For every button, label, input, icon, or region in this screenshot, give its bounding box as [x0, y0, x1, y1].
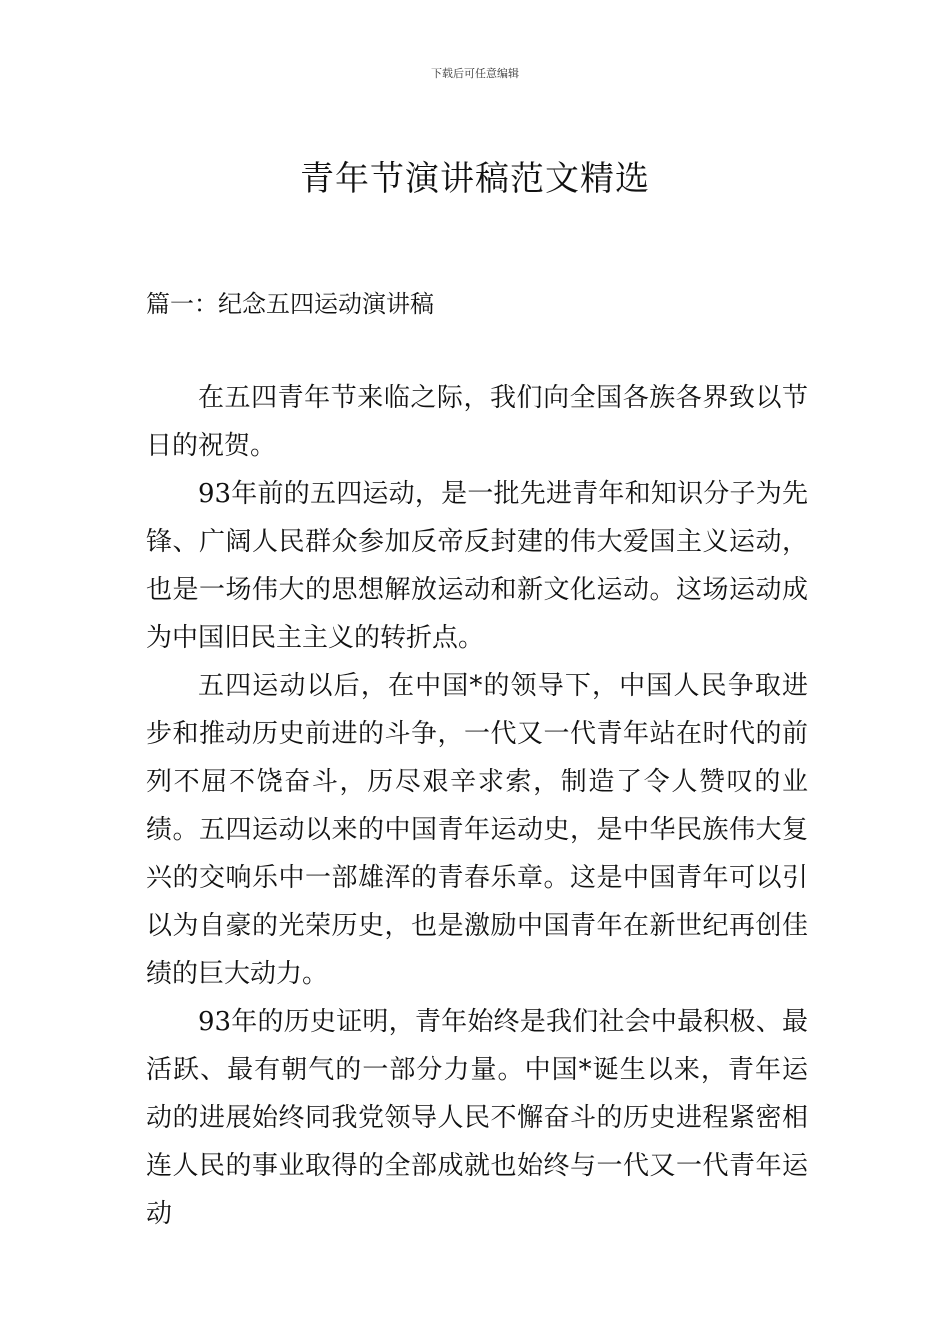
paragraph: 在五四青年节来临之际，我们向全国各族各界致以节日的祝贺。 [146, 383, 808, 461]
paragraph: 93年前的五四运动，是一批先进青年和知识分子为先锋、广阔人民群众参加反帝反封建的伟大爱国主义运动，也是一场伟大的思想解放运动和新文化运动。这场运动成为中国旧民主主义的转折点。 [146, 479, 808, 653]
paragraph: 五四运动以后，在中国*的领导下，中国人民争取进步和推动历史前进的斗争，一代又一代青年站在时代的前列不屈不饶奋斗，历尽艰辛求索，制造了令人赞叹的业绩。五四运动以来的中国青年运动史，是中华民族伟大复兴的交响乐中一部雄浑的青春乐章。这是中国青年可以引以为自豪的光荣历史，也是激励中国青年在新世纪再创佳绩的巨大动力。 [146, 671, 808, 989]
document-body [146, 374, 808, 1238]
header-note: 下载后可任意编辑 [431, 67, 519, 80]
section-heading: 篇一：纪念五四运动演讲稿 [146, 290, 434, 318]
document-title: 青年节演讲稿范文精选 [300, 158, 650, 199]
paragraph: 93年的历史证明，青年始终是我们社会中最积极、最活跃、最有朝气的一部分力量。中国*诞生以来，青年运动的进展始终同我党领导人民不懈奋斗的历史进程紧密相连人民的事业取得的全部成就也始终与一代又一代青年运动 [146, 1007, 808, 1229]
